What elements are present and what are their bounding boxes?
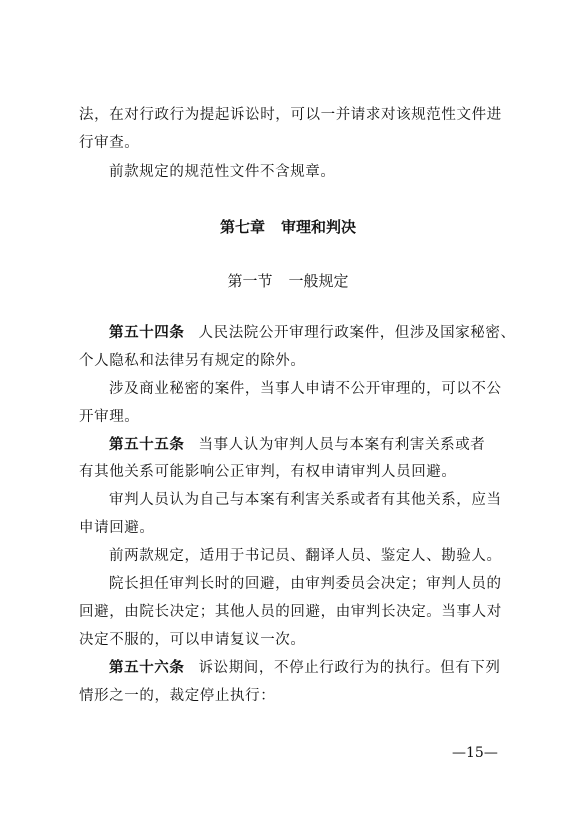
article-56: [109, 659, 509, 677]
article-text: 诉讼期间，不停止行政行为的执行。但有下列: [198, 660, 501, 676]
paragraph-line: 个人隐私和法律另有规定的除外。: [79, 353, 306, 369]
paragraph-line: 决定不服的，可以申请复议一次。: [79, 632, 306, 648]
article-55: [109, 436, 509, 454]
paragraph-line: 有其他关系可能影响公正审判，有权申请审判人员回避。: [79, 464, 457, 480]
chapter-title: [0, 217, 576, 237]
section-number: 第一节: [227, 272, 273, 290]
article-54: [109, 324, 516, 342]
chapter-name: 审理和判决: [281, 218, 357, 236]
paragraph-line: 前两款规定，适用于书记员、翻译人员、鉴定人、勘验人。: [109, 548, 502, 564]
article-text: 人民法院公开审理行政案件，但涉及国家秘密、: [198, 325, 516, 341]
article-text: 当事人认为审判人员与本案有利害关系或者: [198, 437, 486, 453]
section-title: [0, 271, 576, 291]
paragraph-line: 前款规定的规范性文件不含规章。: [109, 164, 336, 180]
chapter-number: 第七章: [219, 218, 265, 236]
paragraph-line: 行审查。: [79, 135, 140, 151]
article-label: 第五十五条: [109, 436, 185, 453]
paragraph-line: 申请回避。: [79, 520, 155, 536]
paragraph-line: 院长担任审判长时的回避，由审判委员会决定；审判人员的: [109, 576, 502, 592]
paragraph-line: 法，在对行政行为提起诉讼时，可以一并请求对该规范性文件进: [79, 107, 502, 123]
article-label: 第五十六条: [109, 659, 185, 676]
paragraph-line: 情形之一的，裁定停止执行：: [79, 688, 276, 704]
section-name: 一般规定: [288, 272, 349, 290]
article-label: 第五十四条: [109, 324, 185, 341]
paragraph-line: 开审理。: [79, 409, 140, 425]
paragraph-line: 审判人员认为自己与本案有利害关系或者有其他关系，应当: [109, 492, 502, 508]
paragraph-line: 回避，由院长决定；其他人员的回避，由审判长决定。当事人对: [79, 604, 502, 620]
page-number: —15—: [452, 745, 498, 761]
paragraph-line: 涉及商业秘密的案件，当事人申请不公开审理的，可以不公: [109, 381, 502, 397]
